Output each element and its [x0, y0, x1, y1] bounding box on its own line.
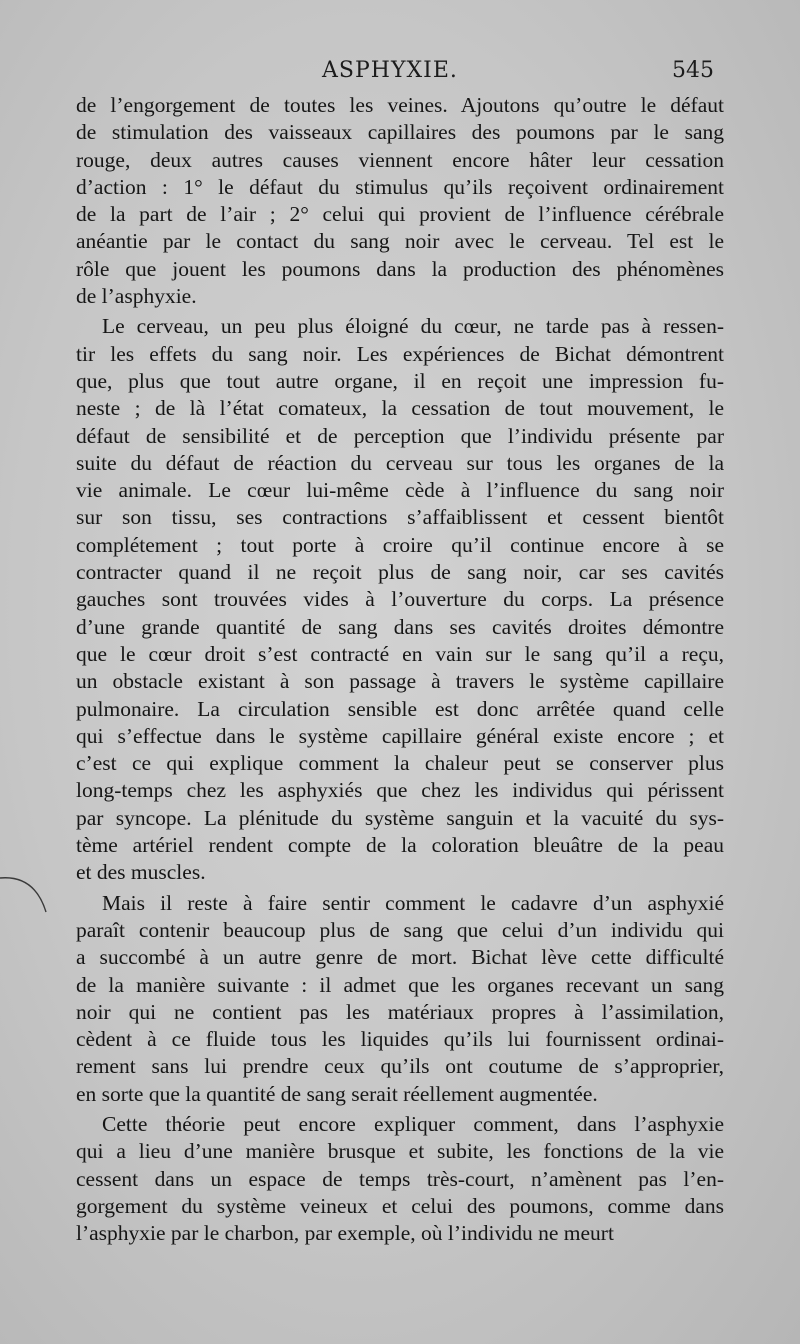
- text-line: Le cerveau, un peu plus éloigné du cœur, ne tarde pas à ressen-: [102, 314, 724, 339]
- text-line: neste ; de là l’état comateux, la cessation de tout mouvement, le: [76, 396, 724, 421]
- paragraph-p3: [76, 890, 724, 1108]
- text-line: défaut de sensibilité et de perception que l’individu présente par: [76, 423, 724, 448]
- text-line: cèdent à ce fluide tous les liquides qu’ils lui fournissent ordinai-: [76, 1027, 724, 1052]
- text-line: en sorte que la quantité de sang serait réellement augmentée.: [76, 1081, 598, 1106]
- text-line: rouge, deux autres causes viennent encore hâter leur cessation: [76, 147, 724, 172]
- text-line: gauches sont trouvées vides à l’ouverture du corps. La présence: [76, 587, 724, 612]
- text-line: rôle que jouent les poumons dans la production des phénomènes: [76, 256, 724, 281]
- running-head: [0, 58, 800, 94]
- paragraph-p2: [76, 313, 724, 886]
- page-number: 545: [672, 58, 714, 83]
- paragraph-p1: [76, 92, 724, 310]
- text-line: complétement ; tout porte à croire qu’il continue encore à se: [76, 532, 724, 557]
- text-line: un obstacle existant à son passage à travers le système capillaire: [76, 669, 724, 694]
- text-line: Cette théorie peut encore expliquer comment, dans l’asphyxie: [102, 1111, 724, 1136]
- text-line: de l’asphyxie.: [76, 284, 197, 309]
- body-text: [76, 92, 724, 1247]
- text-line: a succombé à un autre genre de mort. Bichat lève cette difficulté: [76, 945, 724, 970]
- text-line: Mais il reste à faire sentir comment le cadavre d’un asphyxié: [102, 890, 724, 915]
- text-line: suite du défaut de réaction du cerveau sur tous les organes de la: [76, 450, 724, 475]
- text-line: pulmonaire. La circulation sensible est donc arrêtée quand celle: [76, 696, 724, 721]
- text-line: de la manière suivante : il admet que les organes recevant un sang: [76, 972, 724, 997]
- paragraph-p4: [76, 1111, 724, 1247]
- text-line: rement sans lui prendre ceux qu’ils ont coutume de s’approprier,: [76, 1054, 724, 1079]
- text-line: tir les effets du sang noir. Les expériences de Bichat démontrent: [76, 341, 724, 366]
- text-line: paraît contenir beaucoup plus de sang que celui d’un individu qui: [76, 917, 724, 942]
- text-line: qui s’effectue dans le système capillaire général existe encore ; et: [76, 723, 724, 748]
- text-line: et des muscles.: [76, 860, 206, 885]
- text-line: de l’engorgement de toutes les veines. Ajoutons qu’outre le défaut: [76, 93, 724, 117]
- text-line: que le cœur droit s’est contracté en vain sur le sang qu’il a reçu,: [76, 641, 724, 666]
- text-line: sur son tissu, ses contractions s’affaiblissent et cessent bientôt: [76, 505, 724, 530]
- text-line: que, plus que tout autre organe, il en reçoit une impression fu-: [76, 368, 724, 393]
- margin-pencil-mark: [0, 872, 60, 932]
- text-line: par syncope. La plénitude du système sanguin et la vacuité du sys-: [76, 805, 724, 830]
- text-line: d’une grande quantité de sang dans ses cavités droites démontre: [76, 614, 724, 639]
- text-line: gorgement du système veineux et celui des poumons, comme dans: [76, 1193, 724, 1218]
- running-head-title: ASPHYXIE.: [322, 58, 458, 83]
- text-line: de la part de l’air ; 2° celui qui provient de l’influence cérébrale: [76, 202, 724, 227]
- text-line: de stimulation des vaisseaux capillaires des poumons par le sang: [76, 120, 724, 145]
- text-line: long-temps chez les asphyxiés que chez les individus qui périssent: [76, 778, 724, 803]
- text-line: noir qui ne contient pas les matériaux propres à l’assimilation,: [76, 999, 724, 1024]
- text-line: contracter quand il ne reçoit plus de sang noir, car ses cavités: [76, 560, 724, 585]
- text-line: d’action : 1° le défaut du stimulus qu’ils reçoivent ordinairement: [76, 174, 724, 199]
- text-line: vie animale. Le cœur lui-même cède à l’influence du sang noir: [76, 478, 724, 503]
- text-line: anéantie par le contact du sang noir avec le cerveau. Tel est le: [76, 229, 724, 254]
- text-line: c’est ce qui explique comment la chaleur peut se conserver plus: [76, 751, 724, 776]
- text-line: qui a lieu d’une manière brusque et subite, les fonctions de la vie: [76, 1139, 724, 1164]
- text-line: tème artériel rendent compte de la coloration bleuâtre de la peau: [76, 833, 724, 858]
- text-line: cessent dans un espace de temps très-court, n’amènent pas l’en-: [76, 1166, 724, 1191]
- text-line: l’asphyxie par le charbon, par exemple, où l’individu ne meurt: [76, 1221, 614, 1246]
